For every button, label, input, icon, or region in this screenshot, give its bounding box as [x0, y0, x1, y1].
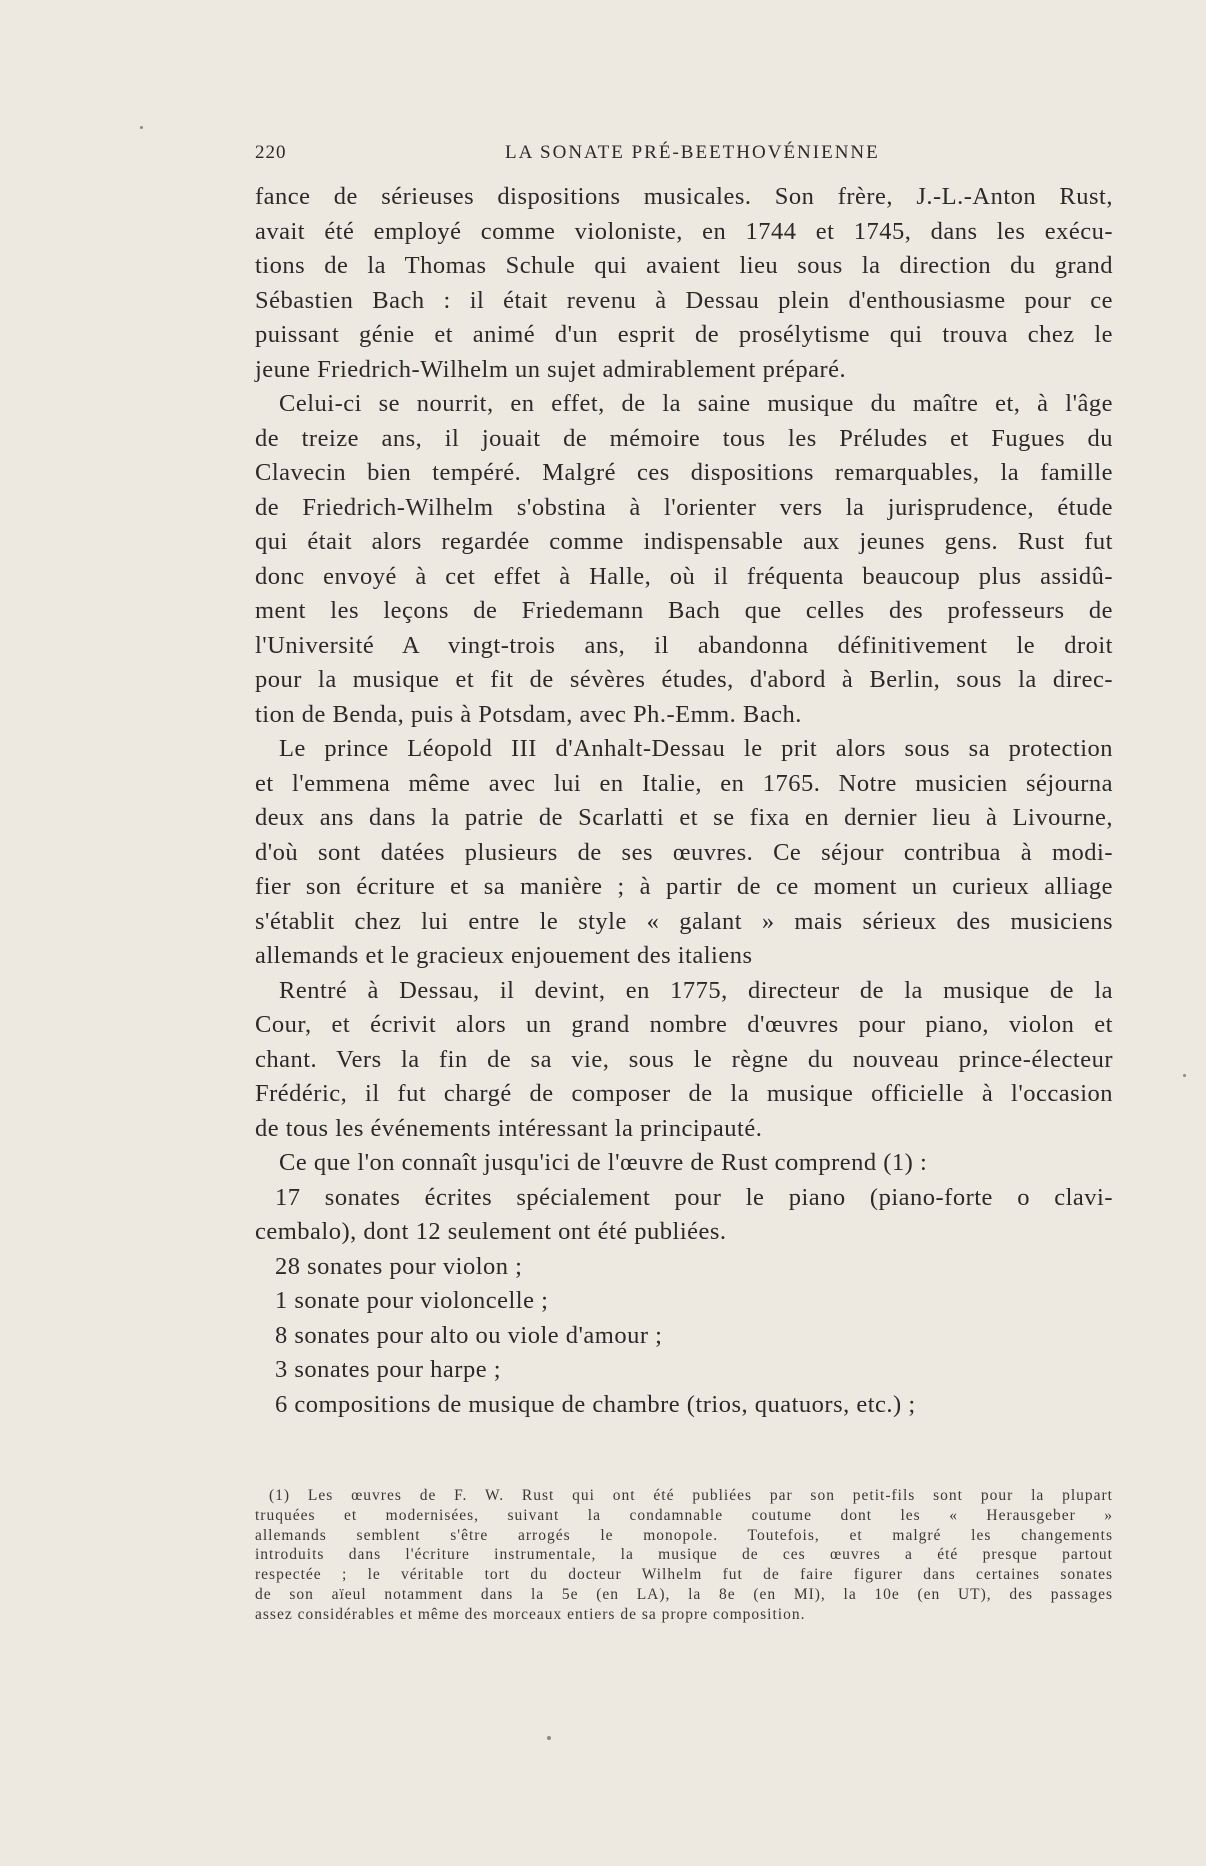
text-line: deux ans dans la patrie de Scarlatti et se fixa en dernier lieu à Livourne, — [255, 804, 1113, 831]
list-item: 6 compositions de musique de chambre (trios, quatuors, etc.) ; — [275, 1390, 916, 1418]
text-line: ment les leçons de Friedemann Bach que celles des professeurs de — [255, 597, 1113, 624]
text-line: cembalo), dont 12 seulement ont été publiées. — [255, 1218, 727, 1245]
text-line: tion de Benda, puis à Potsdam, avec Ph.-Emm. Bach. — [255, 700, 802, 728]
text-line: fance de sérieuses dispositions musicales. Son frère, J.-L.-Anton Rust, — [255, 183, 1113, 210]
paragraph — [255, 732, 1113, 974]
text-line: chant. Vers la fin de sa vie, sous le règne du nouveau prince-électeur — [255, 1045, 1113, 1073]
text-line: Sébastien Bach : il était revenu à Dessau plein d'enthousiasme pour ce — [255, 286, 1113, 314]
text-line: Cour, et écrivit alors un grand nombre d'œuvres pour piano, violon et — [255, 1011, 1113, 1038]
text-line: s'établit chez lui entre le style « galant » mais sérieux des musiciens — [255, 907, 1113, 935]
text-line: tions de la Thomas Schule qui avaient lieu sous la direction du grand — [255, 252, 1113, 279]
paragraph — [255, 180, 1113, 387]
text-line: de tous les événements intéressant la principauté. — [255, 1114, 763, 1142]
paper-speck — [547, 1736, 551, 1740]
text-line: de Friedrich-Wilhelm s'obstina à l'orienter vers la jurisprudence, étude — [255, 493, 1113, 521]
footnote-line: introduits dans l'écriture instrumentale, la musique de ces œuvres a été presque partout — [255, 1546, 1113, 1564]
text-line: 17 sonates écrites spécialement pour le piano (piano-forte o clavi- — [275, 1183, 1113, 1211]
text-line: jeune Friedrich-Wilhelm un sujet admirablement préparé. — [255, 355, 847, 383]
text-line: d'où sont datées plusieurs de ses œuvres. Ce séjour contribua à modi- — [255, 838, 1113, 866]
body-text — [255, 180, 1113, 1422]
paragraph — [255, 1181, 1113, 1250]
paragraph — [255, 387, 1113, 732]
text-line: Celui-ci se nourrit, en effet, de la saine musique du maître et, à l'âge — [279, 390, 1113, 417]
text-line: de treize ans, il jouait de mémoire tous les Préludes et Fugues du — [255, 424, 1113, 452]
footnote-line: (1) Les œuvres de F. W. Rust qui ont été publiées par son petit-fils sont pour la plupart — [269, 1487, 1113, 1504]
footnote-line: truquées et modernisées, suivant la condamnable coutume dont les « Herausgeber » — [255, 1506, 1113, 1524]
footnote-line: de son aïeul notamment dans la 5e (en LA), la 8e (en MI), la 10e (en UT), des passages — [255, 1585, 1113, 1603]
paragraph — [255, 1146, 1113, 1181]
text-line: fier son écriture et sa manière ; à partir de ce moment un curieux alliage — [255, 873, 1113, 900]
text-line: avait été employé comme violoniste, en 1744 et 1745, dans les exécu- — [255, 217, 1113, 245]
footnote-line: allemands semblent s'être arrogés le monopole. Toutefois, et malgré les changements — [255, 1526, 1113, 1544]
paper-speck — [1183, 1074, 1186, 1077]
paper-speck — [140, 126, 143, 129]
text-line: Rentré à Dessau, il devint, en 1775, directeur de la musique de la — [279, 976, 1113, 1004]
text-line: Le prince Léopold III d'Anhalt-Dessau le prit alors sous sa protection — [279, 735, 1113, 762]
footnote-line: respectée ; le véritable tort du docteur Wilhelm fut de faire figurer dans certaines sonates — [255, 1566, 1113, 1584]
text-line: donc envoyé à cet effet à Halle, où il fréquenta beaucoup plus assidû- — [255, 562, 1113, 590]
footnote — [255, 1486, 1113, 1625]
text-line: l'Université A vingt-trois ans, il abandonna définitivement le droit — [255, 631, 1113, 659]
list-item: 8 sonates pour alto ou viole d'amour ; — [275, 1321, 663, 1349]
running-title: LA SONATE PRÉ-BEETHOVÉNIENNE — [505, 142, 880, 163]
footnote-line: assez considérables et même des morceaux entiers de sa propre composition. — [255, 1605, 806, 1623]
page-header — [255, 142, 1113, 168]
text-line: qui était alors regardée comme indispensable aux jeunes gens. Rust fut — [255, 528, 1113, 555]
text-line: Clavecin bien tempéré. Malgré ces dispositions remarquables, la famille — [255, 459, 1113, 486]
text-line: puissant génie et animé d'un esprit de prosélytisme qui trouva chez le — [255, 321, 1113, 348]
list-item: 3 sonates pour harpe ; — [275, 1356, 501, 1383]
list-item: 28 sonates pour violon ; — [275, 1252, 523, 1280]
list-item: 1 sonate pour violoncelle ; — [275, 1287, 549, 1314]
paragraph — [255, 974, 1113, 1147]
works-list — [255, 1250, 1113, 1423]
page-number: 220 — [255, 142, 287, 163]
text-line: et l'emmena même avec lui en Italie, en 1765. Notre musicien séjourna — [255, 769, 1113, 797]
text-line: Frédéric, il fut chargé de composer de la musique officielle à l'occasion — [255, 1080, 1113, 1107]
text-line: pour la musique et fit de sévères études, d'abord à Berlin, sous la direc- — [255, 666, 1113, 693]
text-line: Ce que l'on connaît jusqu'ici de l'œuvre de Rust comprend (1) : — [279, 1149, 928, 1176]
text-line: allemands et le gracieux enjouement des italiens — [255, 942, 753, 969]
